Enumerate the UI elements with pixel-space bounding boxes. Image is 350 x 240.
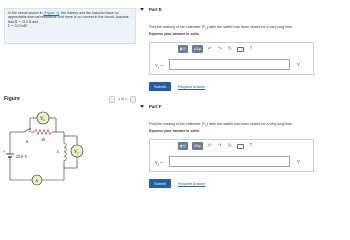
v1-label: $V_1$ [74, 150, 79, 155]
template-button[interactable]: ▮√▯ [180, 144, 186, 149]
template-button[interactable]: ▮√▯ [180, 47, 186, 52]
plus-sign: + [3, 149, 6, 154]
redo-icon[interactable]: ↷ [217, 142, 222, 149]
greek-button[interactable]: ΑΣφ [193, 144, 201, 149]
circuit-diagram [0, 106, 136, 186]
refresh-icon[interactable]: ↻ [227, 45, 232, 52]
undo-icon[interactable]: ↶ [207, 45, 212, 52]
math-toolbar [178, 45, 254, 53]
keyboard-icon[interactable]: ⋯ [238, 46, 242, 51]
part-e-question: Find the reading of the voltmeter $(V_1)$ after the switch has been closed for a very long time. [149, 25, 293, 31]
part-f-question: Find the reading of the voltmeter $(V_2)$ after the switch has been closed for a very long time. [149, 122, 293, 128]
part-f-actions [149, 179, 346, 188]
part-f-answer-box [149, 139, 314, 172]
figure-title: Figure [4, 96, 20, 102]
answer-input[interactable] [169, 156, 290, 167]
inductor-label: L [57, 149, 60, 154]
period-text: . [26, 24, 28, 29]
undo-icon[interactable]: ↶ [207, 142, 212, 149]
chevron-left-icon[interactable]: ‹ [109, 96, 115, 103]
caret-down-icon[interactable] [140, 105, 144, 108]
part-f-title: Part F [149, 103, 162, 109]
part-e-header[interactable] [140, 4, 346, 14]
help-icon[interactable]: ? [249, 142, 253, 149]
switch-label: S [26, 139, 29, 144]
intro-text: In the circuit shown in [8, 11, 43, 15]
part-e [140, 4, 346, 91]
r-value: R = 15.0 Ω [15, 19, 32, 24]
pager-text: 1 of 1 [118, 97, 127, 101]
caret-down-icon[interactable] [140, 8, 144, 11]
problem-statement [4, 8, 136, 44]
ammeter-label: A [35, 178, 39, 183]
problem-text: , the battery and the inductor have no appreciable internal resistance and there is no current in the circuit. Assume that [8, 11, 129, 24]
l-value: L = 12.0 mH [8, 24, 27, 29]
answer-input[interactable] [169, 59, 290, 70]
resistor-label: R [42, 137, 45, 142]
figure-link[interactable]: (Figure 1) [43, 11, 60, 15]
help-icon[interactable]: ? [249, 45, 253, 52]
inductor [64, 143, 66, 161]
unit-label: V [297, 159, 301, 165]
submit-button[interactable]: Submit [149, 82, 171, 91]
refresh-icon[interactable]: ↻ [227, 142, 232, 149]
redo-icon[interactable]: ↷ [217, 45, 222, 52]
answer-label: $V_2$ = [155, 160, 163, 167]
greek-button[interactable]: ΑΣφ [193, 47, 201, 52]
chevron-right-icon[interactable]: › [130, 96, 136, 103]
and-text: and [32, 19, 39, 24]
request-answer-link[interactable]: Request Answer [177, 181, 206, 186]
keyboard-icon[interactable]: ⋯ [238, 143, 242, 148]
submit-button[interactable]: Submit [149, 179, 171, 188]
figure-header [4, 95, 136, 105]
part-e-answer-box [149, 42, 314, 75]
part-f-header[interactable] [140, 101, 346, 111]
part-e-title: Part E [149, 6, 162, 12]
math-toolbar [178, 142, 254, 150]
part-f-instructions: Express your answer in volts. [149, 129, 200, 134]
emf-label: 25.0 V [16, 154, 28, 159]
request-answer-link[interactable]: Request Answer [177, 84, 206, 89]
part-e-actions [149, 82, 346, 91]
resistor [34, 130, 52, 135]
v2-label: $V_2$ [40, 117, 45, 122]
part-f [140, 101, 346, 188]
figure-pager [109, 95, 136, 103]
part-e-instructions: Express your answer in volts. [149, 32, 200, 37]
unit-label: V [297, 62, 301, 68]
answer-label: $V_1$ = [155, 63, 163, 70]
